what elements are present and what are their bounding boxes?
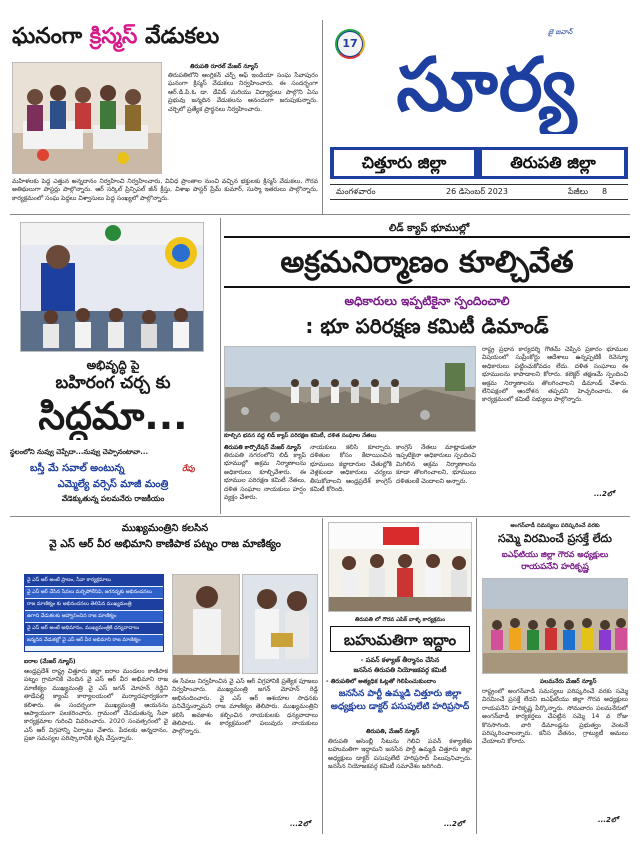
cm-banner (24, 574, 164, 652)
cm-banner-line: జన్మదిన వేడుకల్లో వై ఎస్ ఆర్ వీర అభిమాని రాజ మాణిక్యం (25, 635, 163, 646)
cm-contd: ...2లో (290, 820, 311, 828)
district-bar (330, 147, 628, 179)
masthead-logo: సూర్య (396, 42, 578, 128)
land-headline-box (224, 236, 630, 288)
land-story (224, 218, 630, 514)
development-sub2: బస్తీ మే సవాల్ అంటున్న (30, 463, 125, 474)
janasena-contd: ...2లో (444, 820, 465, 828)
strike-sub2: రాయపనేని హరికృష్ణ (521, 562, 589, 572)
christmas-body: తిరుపతిలోని ఆంగ్లికన్ చర్చ్ ఆఫ్ ఇండియా సంఘ సేవాపురం ఘనంగా క్రిస్మస్ వేడుకలు నిర్వహించారు. ఈ సందర్భంగా ఆర్.డి.పి.ఓ డా. డేవిడ్ మరియు విద్యార్థులు పాల్గొని ఏసు ప్రభువు జన్మదిన వేడుకలను ఆనందంగా జరుపుకున్నారు. చర్చిలో ప్రత్యేక ప్రార్థనలు నిర్వహించారు. (168, 72, 318, 113)
janasena-sub: - పవన్ కళ్యాణ్ తీర్మానం చేసిన (360, 656, 440, 664)
cm-col1: ఆంధ్రప్రదేశ్ రాష్ట్ర చిత్తూరు జిల్లా ఐరాల మండలం కాణిపాక పట్నం గ్రామానికి చెందిన వై ఎస్ ఆర్ వీర అభిమాని రాజ మాణిక్యం ముఖ్యమంత్రి వై ఎస్ జగన్ మోహన్ రెడ్డిని తాడేపల్లి క్యాంప్ కార్యాలయంలో మర్యాదపూర్వకంగా కలిశారు. ఈ సందర్భంగా ముఖ్యమంత్రి ఆయనను ఆప్యాయంగా పలకరించారు. గ్రామంలో చేపడుతున్న సేవా కార్యక్రమాల గురించి వివరించారు. 2020 సంవత్సరంలో వై ఎస్ ఆర్ విగ్రహాన్ని ఏర్పాటు చేశారు. పేదలకు అన్నదానం, ప్రజా సమస్యల పరిష్కారానికి కృషి చేస్తున్నారు. (24, 668, 168, 743)
masthead (328, 18, 630, 214)
land-kicker: లిడ్ క్యాప్ భూముల్లో (388, 223, 470, 234)
janasena-story (326, 518, 474, 834)
land-contd: ...2లో (594, 490, 615, 498)
land-sub-headline2: : భూ పరిరక్షణ కమిటీ డిమాండ్ (305, 314, 549, 338)
development-sub3: ఎమ్మెల్యే వర్సెస్ మాజీ మంత్రి (57, 479, 169, 490)
divider-middle (220, 218, 221, 514)
strike-contd: ...2లో (598, 816, 619, 824)
dateline-bar (330, 184, 628, 200)
divider-bottom-right (476, 518, 477, 834)
cm-headline: వై ఎస్ ఆర్ వీర అభిమాని కాణిపాక పట్నం రాజ మాణిక్యం (49, 538, 281, 550)
cm-photo-right (242, 574, 318, 674)
divider-top (322, 20, 323, 214)
district-left: చిత్తూరు జిల్లా (334, 150, 474, 176)
strike-story (480, 518, 630, 834)
christmas-body-full: మహిళలకు పెద్ద ఎత్తున అన్నదానం నిర్వహించి నిర్వహించారు, వివిధ ప్రాంతాల నుంచి వచ్చిన భక్తులకు క్రిస్మస్ వేడుకలు, గౌరవ అతిథులుగా పాస్టర్లు పాల్గొన్నారు. ఆర్ సర్కిల్ ప్రిన్సిపల్ జీన్ క్రీస్తు, విశాఖ పాస్టర్ ప్రేమ్ కుమార్, సుస్మా ఇతరులు పాల్గొన్నారు, కార్యక్రమంలో సంఘ పెద్దలు విశ్వాసులు పెద్ద సంఖ్యలో పాల్గొన్నారు. (12, 178, 318, 202)
christmas-headline (12, 24, 312, 54)
masthead-day: మంగళవారం (336, 187, 376, 196)
strike-sub: ఐఎఫ్‌టియు జిల్లా గౌరవ అధ్యక్షులు (501, 550, 609, 559)
janasena-headline-box (330, 626, 470, 652)
janasena-sub3: - తిరుపతిలో అత్యధిక ఓట్లతో గెలిపించుకుందాం (326, 678, 437, 685)
strike-kicker: అంగన్‌వాడీ సమస్యలు పరిష్కరించే వరకు (510, 523, 600, 529)
anniversary-badge-number: 17 (342, 37, 358, 50)
development-headline-small: అభివృద్ధి పై (86, 358, 140, 372)
development-photo (20, 222, 204, 352)
christmas-headline-post: వేడుకలు (137, 24, 220, 49)
cm-dateline: ఐరాల (మేజర్ న్యూస్) (24, 659, 76, 665)
masthead-tagline: జై జవాన్ (548, 28, 573, 36)
land-right-column: రాష్ట్ర ప్రధాన కార్యదర్శి గౌతమ్ చెప్పిన ప్రకారం భూముల విషయంలో సుప్రీంకోర్టు ఆదేశాలు ఉన్నప్పటికీ రెవెన్యూ అధికారులు పట్టించుకోవడం లేదు. దళిత సంఘాలు ఈ భూములను కాపాడాలని కోరారు. కలెక్టర్ తక్షణమే స్పందించి అక్రమ నిర్మాణాలను తొలగించాలని డిమాండ్ చేశారు. లేనిపక్షంలో ఆందోళన తప్పదని హెచ్చరించారు. ఈ కార్యక్రమంలో కమిటీ సభ్యులు పాల్గొన్నారు. (482, 346, 628, 404)
strike-photo (482, 578, 628, 674)
cm-story (10, 518, 320, 834)
cm-col2: ఈ సేవలు నిర్వహించిన వై ఎస్ ఆర్ విగ్రహానికి ప్రత్యేక పూజలు నిర్వహించారు. ముఖ్యమంత్రి జగన్ మోహన్ రెడ్డి అభినందించారు. వై ఎస్ ఆర్ ఆశయాల సాధనకు పనిచేస్తున్నామని రాజ మాణిక్యం తెలిపారు. ముఖ్యమంత్రిని కలిసే అవకాశం కల్పించిన నాయకులకు ధన్యవాదాలు తెలిపారు. ఈ కార్యక్రమంలో పలువురు నాయకులు పాల్గొన్నారు. (172, 678, 318, 736)
christmas-story (10, 18, 320, 214)
divider-mid-page (10, 516, 630, 517)
janasena-headline: బహుమతిగా ఇద్దాం (343, 631, 457, 649)
cm-photo-left (172, 574, 240, 674)
development-story (10, 218, 216, 514)
district-right: తిరుపతి జిల్లా (482, 150, 624, 176)
development-headline-mid: బహిరంగ చర్చ కు (55, 373, 171, 393)
land-dateline: తిరుపతి కార్పొరేషన్ మేజర్ న్యూస్ (224, 445, 302, 451)
cm-banner-line: రాజ మాణిక్యం కు అభినందనలు తెలిపిన ముఖ్యమంత్రి (25, 599, 163, 610)
cm-banner-line: వై ఎస్ ఆర్ చేసిన సేవలు మర్చిపోలేనివి, జగనన్నకు అభినందనలు (25, 587, 163, 598)
land-col3: కాంగ్రెస్ నేతలు మాట్లాడుతూ ఇప్పటికైనా అధికారులు స్పందించి మిగిలిన అక్రమ నిర్మాణాలను కూడా తొలగించాలని, భూములు దళితులకే చెందాలని అన్నారు. (396, 444, 476, 485)
masthead-pages-label: పేజీలు (568, 187, 588, 196)
janasena-photo (328, 522, 472, 612)
strike-headline: సమ్మె విరమించే ప్రసక్తే లేదు (497, 532, 612, 545)
development-stamp: రేపు (182, 464, 195, 473)
janasena-body: తిరుపతి అసెంబ్లీ సీటును గెలిచి పవన్ కళ్యాణ్‌కు బహుమతిగా ఇద్దామని జనసేన పార్టీ ఉమ్మడి చిత్తూరు జిల్లా అధ్యక్షులు డాక్టర్ పసుపులేటి హరిప్రసాద్ పిలుపునిచ్చారు. జనసేన నియోజకవర్గ కమిటీ సమావేశం జరిగింది. (328, 738, 472, 771)
development-headline-big: సిద్ధమా... (38, 394, 188, 438)
strike-body: రాష్ట్రంలో అంగన్‌వాడీ సమస్యలు పరిష్కరించే వరకు సమ్మె విరమించే ప్రసక్తే లేదని ఐఎఫ్‌టియు జిల్లా గౌరవ అధ్యక్షులు రాయపనేని హరికృష్ణ పేర్కొన్నారు. సోమవారం పలమనేరులో అంగన్‌వాడీ కార్యకర్తలు చేపట్టిన సమ్మె 14 వ రోజు కొనసాగింది. వారి డిమాండ్లను ప్రభుత్వం వెంటనే పరిష్కరించాలన్నారు. కనీస వేతనం, గ్రాట్యుటీ అమలు చేయాలని కోరారు. (482, 688, 628, 746)
development-sub1: స్థలంలోని నువ్వు చెప్పేదా...నువ్వు చెప్పానంటావా... (10, 448, 149, 456)
cm-banner-line: ఉగాది వేడుకలకు ఆహ్వానించిన రాజ మాణిక్యం (25, 611, 163, 622)
land-photo-caption: కూల్చిన భవన వద్ద లిడ్ క్యాప్ పరిరక్షణ కమిటీ, దళిత సంఘాల నేతలు (224, 433, 377, 439)
strike-dateline: పలమనేరు మేజర్ న్యూస్ (540, 679, 597, 685)
land-col1: తిరుపతి నగరంలోని లిడ్ క్యాప్ భూముల్లో అక్రమ నిర్మాణాలను అధికారులు కూల్చివేశారు. ఈ భూముల పరిరక్షణ కమిటీ నేతలు, దళిత సంఘాల నాయకులు హర్షం వ్యక్తం చేశారు. (224, 452, 306, 502)
cm-banner-line: వై ఎస్ ఆర్ అంటే ప్రాణం, సేవా కార్యక్రమాలు (25, 575, 163, 586)
christmas-dateline: తిరుపతి రూరల్ మేజర్ న్యూస్ (190, 64, 259, 70)
masthead-date: 26 డిసెంబర్ 2023 (446, 187, 508, 196)
christmas-headline-highlight: క్రిస్మస్ (89, 24, 138, 49)
divider-masthead (10, 214, 630, 215)
land-sub-headline: అధికారులు ఇప్పటికైనా స్పందించాలి (344, 294, 510, 308)
christmas-headline-pre: ఘనంగా (12, 24, 90, 49)
janasena-kicker: తిరుపతి లో గౌరవ ఎపిక్ వాళ్ళ కార్యక్రమం (354, 617, 446, 623)
divider-bottom-left (322, 518, 323, 834)
janasena-dateline: తిరుపతి, మేజర్ న్యూస్ (366, 729, 420, 735)
janasena-sub4: జనసేన పార్టీ ఉమ్మడి చిత్తూరు జిల్లా అధ్యక్షులు డాక్టర్ పసుపులేటి హరిప్రసాద్ (330, 689, 470, 712)
land-col2: నాయకులు కలిసి కూల్చారు. దళితుల కోసం కేటాయించిన భూములు కబ్జాదారుల చేతుల్లోకి వెళ్లకుండా అధికారులు చర్యలు తీసుకోవాలని ఆంధ్రప్రదేశ్ కాంగ్రెస్ కమిటీ కోరింది. (310, 444, 392, 494)
cm-kicker: ముఖ్యమంత్రిని కలసిన (121, 523, 209, 534)
development-sub4: వేడెక్కుతున్న పలమనేరు రాజకీయం (61, 494, 165, 503)
land-headline: అక్రమనిర్మాణం కూల్చివేత (280, 245, 574, 280)
christmas-photo (12, 62, 162, 174)
land-photo (224, 346, 476, 432)
janasena-sub2: జనసేన తిరుపతి నియోజకవర్గ కమిటీ (353, 666, 447, 674)
cm-banner-line: వై ఎస్ ఆర్ అంటే అభిమానం, ముఖ్యమంత్రికి ధన్యవాదాలు (25, 623, 163, 634)
masthead-pages: 8 (602, 187, 608, 196)
